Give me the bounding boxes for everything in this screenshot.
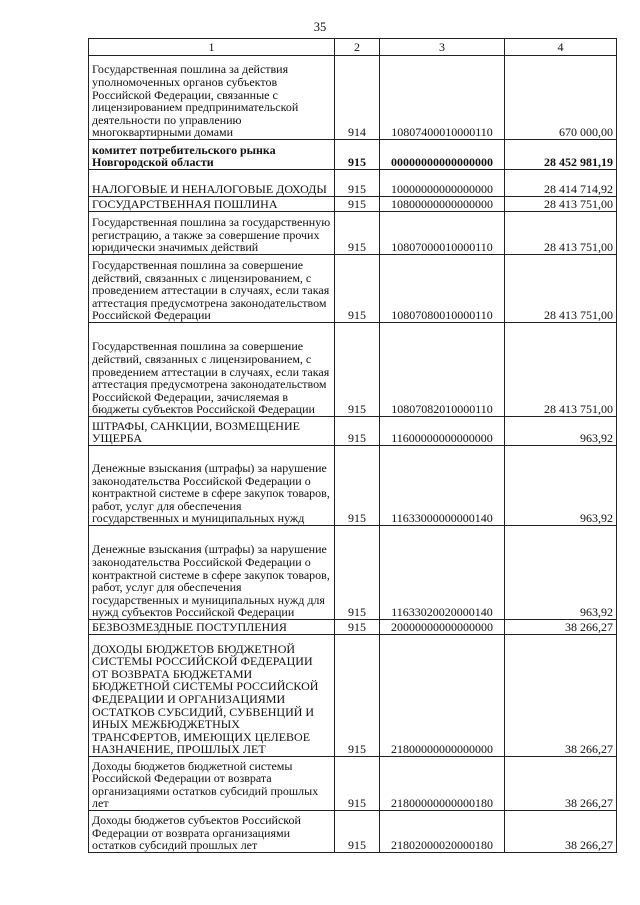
row-name: Доходы бюджетов субъектов Российской Федерации от возврата организациями остатков субсидий прошлых лет xyxy=(89,811,335,853)
row-amount: 28 413 751,00 xyxy=(505,323,617,417)
row-amount: 963,92 xyxy=(505,526,617,620)
row-amount: 28 413 751,00 xyxy=(505,255,617,323)
row-amount: 38 266,27 xyxy=(505,757,617,811)
row-budget-code: 11633000000000140 xyxy=(380,446,505,526)
row-amount: 963,92 xyxy=(505,446,617,526)
table-row xyxy=(89,56,617,140)
row-admin-code: 915 xyxy=(335,255,380,323)
row-budget-code: 11633020020000140 xyxy=(380,526,505,620)
table-row xyxy=(89,811,617,853)
table-row xyxy=(89,446,617,526)
row-budget-code: 20000000000000000 xyxy=(380,620,505,635)
table-row xyxy=(89,526,617,620)
row-admin-code: 915 xyxy=(335,212,380,255)
table-row xyxy=(89,255,617,323)
row-admin-code: 914 xyxy=(335,56,380,140)
row-amount: 38 266,27 xyxy=(505,635,617,757)
header-col-admin: 2 xyxy=(335,39,380,56)
page-number: 35 xyxy=(313,20,327,34)
row-amount: 963,92 xyxy=(505,417,617,446)
row-name: Денежные взыскания (штрафы) за нарушение законодательства Российской Федерации о контрактной системе в сфере закупок товаров, работ, услуг для обеспечения государственных и муниципальных нужд для нужд субъектов Российской Федерации xyxy=(89,526,335,620)
header-col-amount: 4 xyxy=(505,39,617,56)
row-name: ДОХОДЫ БЮДЖЕТОВ БЮДЖЕТНОЙ СИСТЕМЫ РОССИЙСКОЙ ФЕДЕРАЦИИ ОТ ВОЗВРАТА БЮДЖЕТАМИ БЮДЖЕТНОЙ СИСТЕМЫ РОССИЙСКОЙ ФЕДЕРАЦИИ И ОРГАНИЗАЦИЯМИ ОСТАТКОВ СУБСИДИЙ, СУБВЕНЦИЙ И ИНЫХ МЕЖБЮДЖЕТНЫХ ТРАНСФЕРТОВ, ИМЕЮЩИХ ЦЕЛЕВОЕ НАЗНАЧЕНИЕ, ПРОШЛЫХ ЛЕТ xyxy=(89,635,335,757)
row-admin-code: 915 xyxy=(335,417,380,446)
table-row xyxy=(89,635,617,757)
row-admin-code: 915 xyxy=(335,811,380,853)
row-amount: 28 452 981,19 xyxy=(505,140,617,170)
row-admin-code: 915 xyxy=(335,635,380,757)
row-admin-code: 915 xyxy=(335,620,380,635)
row-budget-code: 10807082010000110 xyxy=(380,323,505,417)
row-budget-code: 10807080010000110 xyxy=(380,255,505,323)
row-budget-code: 10807400010000110 xyxy=(380,56,505,140)
row-name: ГОСУДАРСТВЕННАЯ ПОШЛИНА xyxy=(89,197,335,212)
row-budget-code: 00000000000000000 xyxy=(380,140,505,170)
row-name: Государственная пошлина за действия уполномоченных органов субъектов Российской Федерации, связанные с лицензированием предпринимательской деятельности по управлению многоквартирными домами xyxy=(89,56,335,140)
budget-revenue-table xyxy=(88,38,617,853)
row-budget-code: 10000000000000000 xyxy=(380,170,505,197)
table-row xyxy=(89,140,617,170)
table-row xyxy=(89,170,617,197)
header-col-name: 1 xyxy=(89,39,335,56)
row-name: ШТРАФЫ, САНКЦИИ, ВОЗМЕЩЕНИЕ УЩЕРБА xyxy=(89,417,335,446)
row-name: Государственная пошлина за государственную регистрацию, а также за совершение прочих юридически значимых действий xyxy=(89,212,335,255)
row-admin-code: 915 xyxy=(335,197,380,212)
row-budget-code: 21802000020000180 xyxy=(380,811,505,853)
row-name: Денежные взыскания (штрафы) за нарушение законодательства Российской Федерации о контрактной системе в сфере закупок товаров, работ, услуг для обеспечения государственных и муниципальных нужд xyxy=(89,446,335,526)
row-admin-code: 915 xyxy=(335,323,380,417)
row-amount: 28 413 751,00 xyxy=(505,212,617,255)
table-row xyxy=(89,323,617,417)
row-budget-code: 10807000010000110 xyxy=(380,212,505,255)
row-admin-code: 915 xyxy=(335,526,380,620)
row-name: НАЛОГОВЫЕ И НЕНАЛОГОВЫЕ ДОХОДЫ xyxy=(89,170,335,197)
row-name: Доходы бюджетов бюджетной системы Российской Федерации от возврата организациями остатков субсидий прошлых лет xyxy=(89,757,335,811)
table-row xyxy=(89,417,617,446)
row-budget-code: 21800000000000000 xyxy=(380,635,505,757)
row-name: комитет потребительского рынка Новгородской области xyxy=(89,140,335,170)
row-admin-code: 915 xyxy=(335,446,380,526)
row-admin-code: 915 xyxy=(335,757,380,811)
row-budget-code: 11600000000000000 xyxy=(380,417,505,446)
row-name: Государственная пошлина за совершение действий, связанных с лицензированием, с проведением аттестации в случаях, если такая аттестация предусмотрена законодательством Российской Федерации, зачисляемая в бюджеты субъектов Российской Федерации xyxy=(89,323,335,417)
row-budget-code: 21800000000000180 xyxy=(380,757,505,811)
row-amount: 38 266,27 xyxy=(505,811,617,853)
row-name: Государственная пошлина за совершение действий, связанных с лицензированием, с проведением аттестации в случаях, если такая аттестация предусмотрена законодательством Российской Федерации xyxy=(89,255,335,323)
table-row xyxy=(89,212,617,255)
row-name: БЕЗВОЗМЕЗДНЫЕ ПОСТУПЛЕНИЯ xyxy=(89,620,335,635)
row-amount: 670 000,00 xyxy=(505,56,617,140)
row-amount: 28 414 714,92 xyxy=(505,170,617,197)
header-col-code: 3 xyxy=(380,39,505,56)
table-row xyxy=(89,757,617,811)
row-admin-code: 915 xyxy=(335,140,380,170)
row-budget-code: 10800000000000000 xyxy=(380,197,505,212)
row-amount: 38 266,27 xyxy=(505,620,617,635)
header-row xyxy=(89,39,617,56)
table-row xyxy=(89,197,617,212)
table-row xyxy=(89,620,617,635)
row-amount: 28 413 751,00 xyxy=(505,197,617,212)
row-admin-code: 915 xyxy=(335,170,380,197)
